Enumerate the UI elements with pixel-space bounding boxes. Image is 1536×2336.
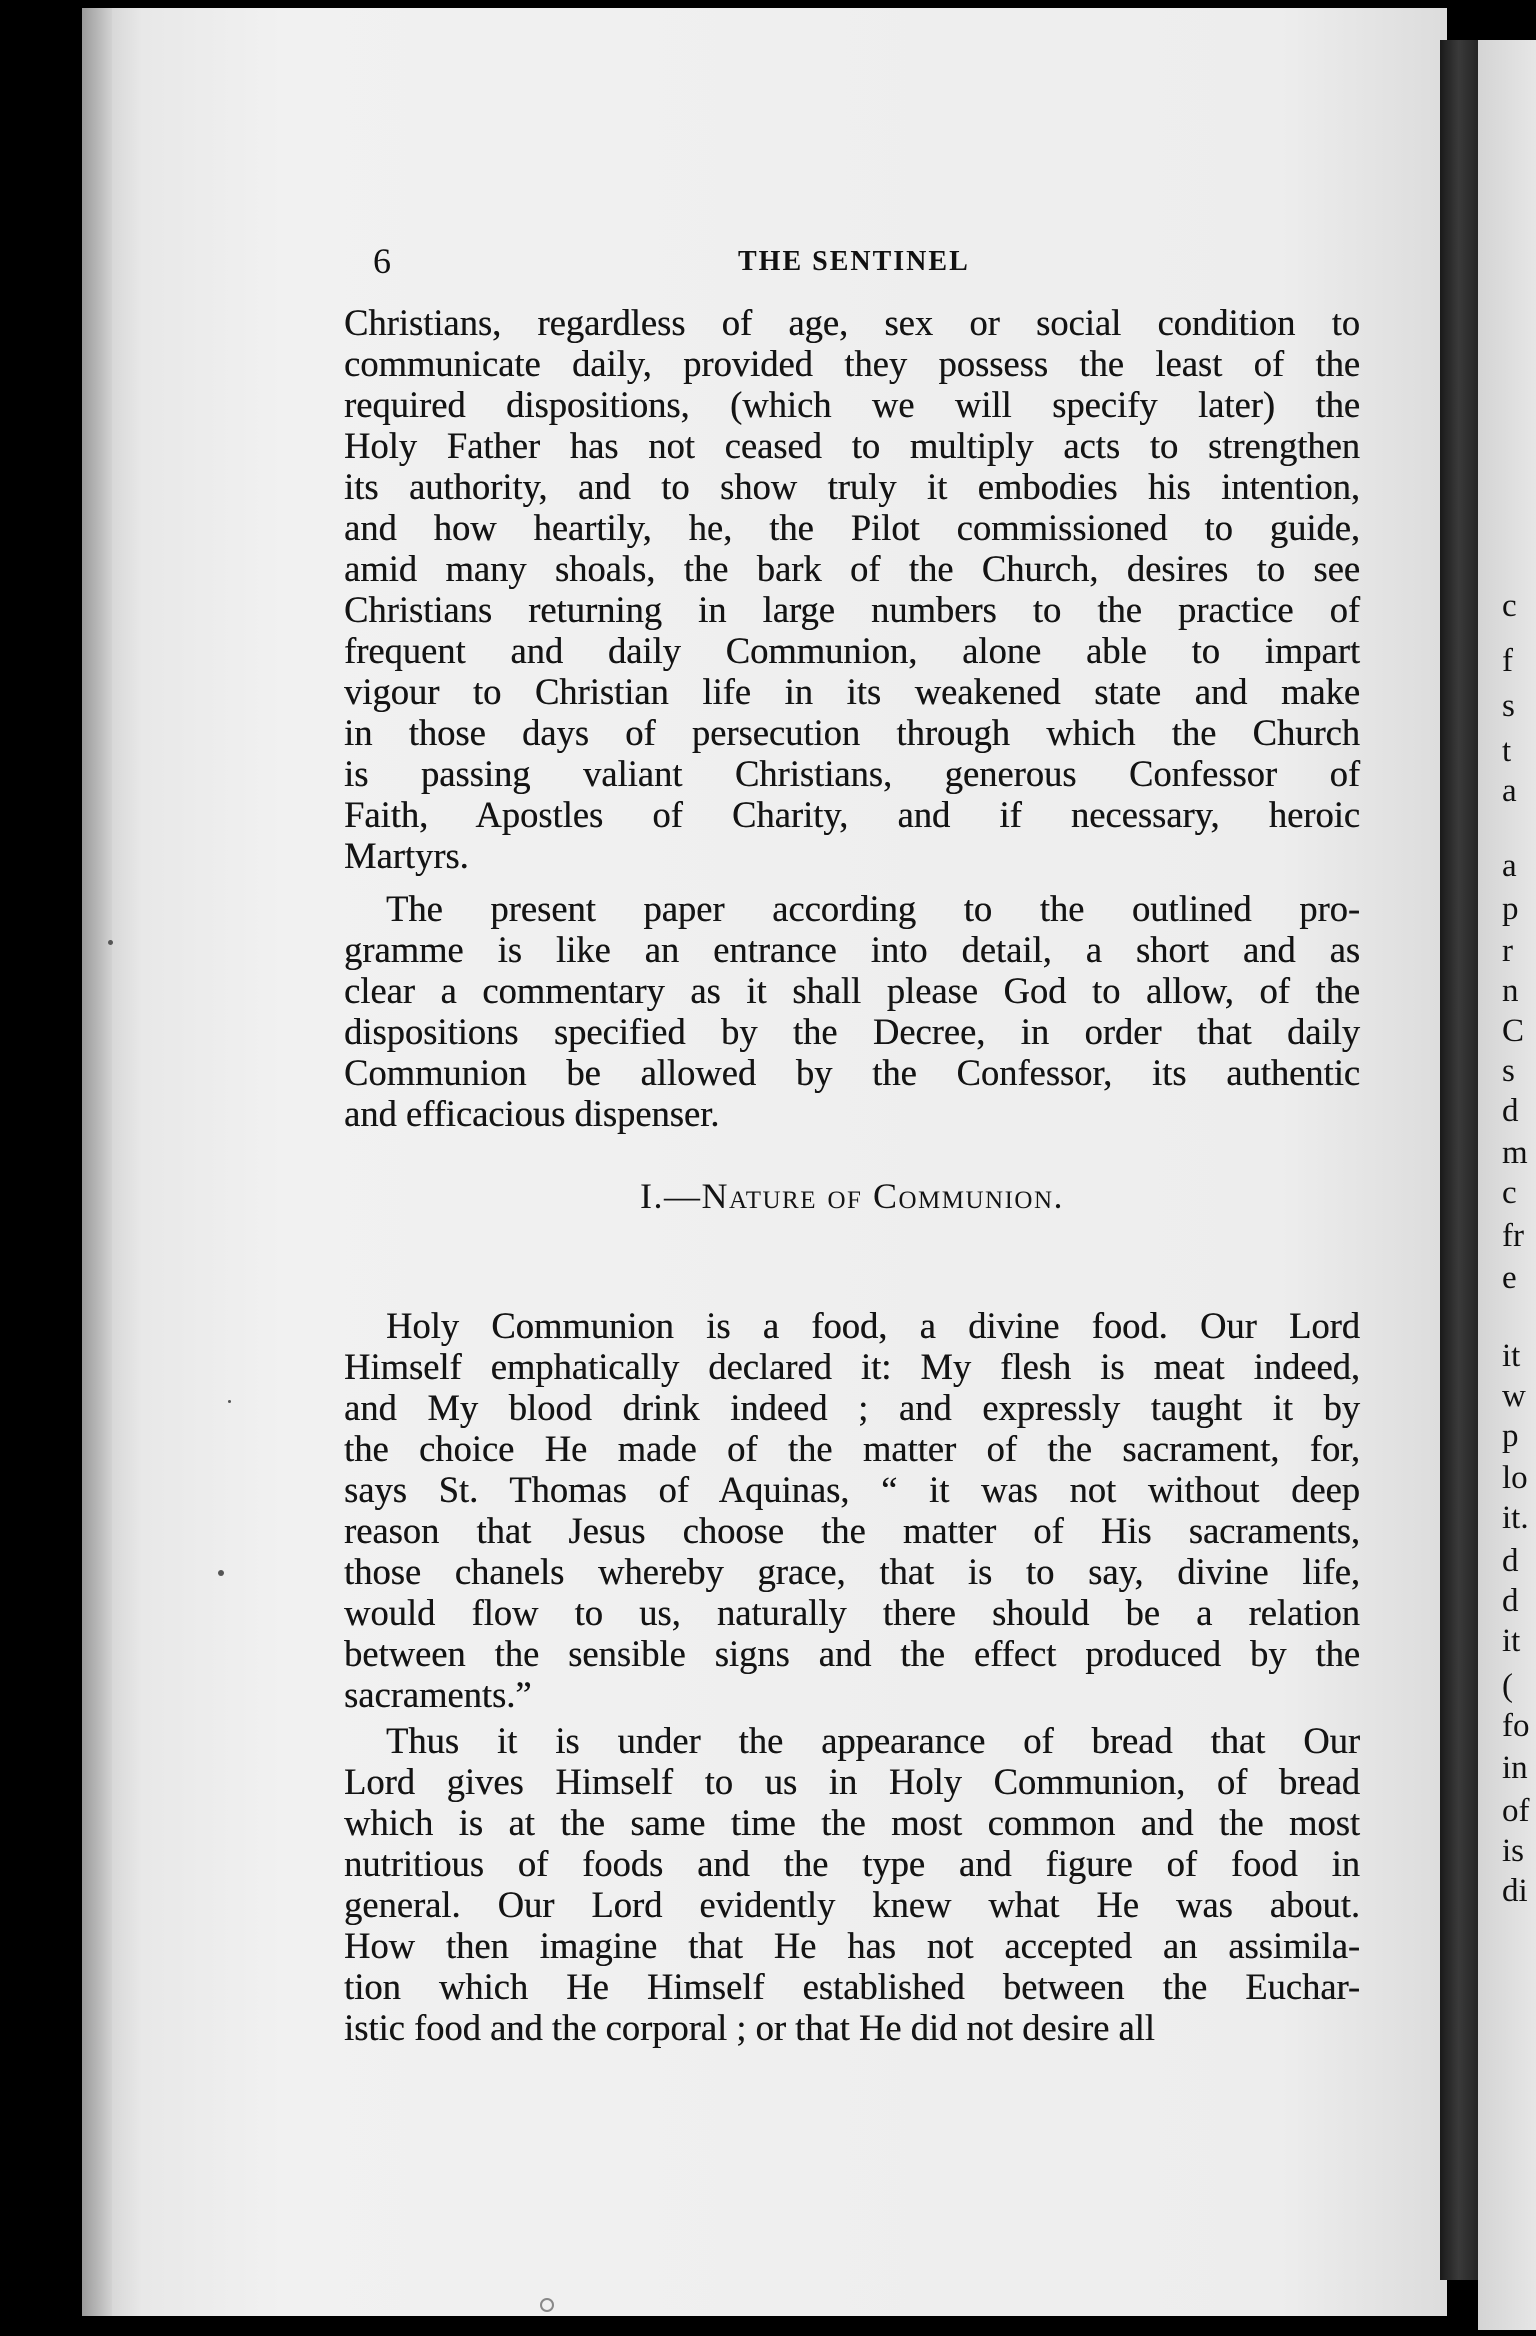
paper-speck: [540, 2298, 554, 2312]
paragraph-4: [344, 1720, 1360, 2048]
text-line: amid many shoals, the bark of the Church, desires to see: [344, 548, 1360, 589]
facing-page-fragment: it: [1502, 1623, 1521, 1659]
text-line: required dispositions, (which we will specify later) the: [344, 384, 1360, 425]
text-line: dispositions specified by the Decree, in order that daily: [344, 1011, 1360, 1052]
text-line: nutritious of foods and the type and figure of food in: [344, 1843, 1360, 1884]
facing-page-fragment: r: [1502, 933, 1513, 969]
text-line: Lord gives Himself to us in Holy Communion, of bread: [344, 1761, 1360, 1802]
facing-page-fragment: it: [1502, 1338, 1521, 1374]
page-binding-edge: [82, 8, 112, 2316]
facing-page-fragment: a: [1502, 773, 1517, 809]
facing-page-fragment: lo: [1502, 1460, 1528, 1496]
text-line: communicate daily, provided they possess the least of the: [344, 343, 1360, 384]
facing-page-fragment: w: [1502, 1378, 1526, 1414]
facing-page-fragment: fr: [1502, 1218, 1524, 1254]
section-heading: I.—Nature of Communion.: [639, 1176, 1065, 1216]
facing-page-fragment: s: [1502, 688, 1515, 724]
text-line: Martyrs.: [344, 835, 469, 876]
text-line: clear a commentary as it shall please God to allow, of the: [344, 970, 1360, 1011]
text-line: its authority, and to show truly it embodies his intention,: [344, 466, 1360, 507]
text-line: Christians, regardless of age, sex or social condition to: [344, 302, 1360, 343]
paragraph-3: [344, 1305, 1360, 1715]
text-line: frequent and daily Communion, alone able to impart: [344, 630, 1360, 671]
text-line: Thus it is under the appearance of bread that Our: [386, 1720, 1360, 1761]
facing-page-fragment: a: [1502, 848, 1517, 884]
text-line: Himself emphatically declared it: My flesh is meat indeed,: [344, 1346, 1360, 1387]
text-line: and how heartily, he, the Pilot commissioned to guide,: [344, 507, 1360, 548]
text-line: sacraments.”: [344, 1674, 532, 1715]
text-line: which is at the same time the most common and the most: [344, 1802, 1360, 1843]
text-line: reason that Jesus choose the matter of His sacraments,: [344, 1510, 1360, 1551]
facing-page-fragment: in: [1502, 1750, 1528, 1786]
text-line: How then imagine that He has not accepted an assimila-: [344, 1925, 1360, 1966]
facing-page-fragment: (: [1502, 1668, 1513, 1704]
text-line: Holy Father has not ceased to multiply acts to strengthen: [344, 425, 1360, 466]
text-line: in those days of persecution through which the Church: [344, 712, 1360, 753]
text-line: Holy Communion is a food, a divine food. Our Lord: [386, 1305, 1360, 1346]
text-line: Christians returning in large numbers to the practice of: [344, 589, 1360, 630]
text-line: tion which He Himself established between the Euchar-: [344, 1966, 1360, 2007]
facing-page-fragment: of: [1502, 1793, 1530, 1829]
facing-page-fragment: it.: [1502, 1500, 1529, 1536]
text-line: gramme is like an entrance into detail, a short and as: [344, 929, 1360, 970]
text-line: those chanels whereby grace, that is to say, divine life,: [344, 1551, 1360, 1592]
page-number: 6: [373, 241, 391, 281]
paper-speck: [228, 1400, 231, 1403]
facing-page-edge: [1478, 40, 1536, 2330]
paragraph-2: [344, 888, 1360, 1134]
facing-page-fragment: n: [1502, 973, 1519, 1009]
facing-page-fragment: is: [1502, 1833, 1525, 1869]
text-line: istic food and the corporal ; or that He did not desire all: [344, 2007, 1155, 2048]
facing-page-fragment: di: [1502, 1873, 1528, 1909]
paper-speck: [108, 940, 113, 945]
facing-page-fragment: C: [1502, 1013, 1525, 1049]
running-title: THE SENTINEL: [738, 246, 970, 277]
facing-page-fragment: d: [1502, 1543, 1519, 1579]
paper-speck: [218, 1570, 224, 1576]
page-header: [373, 240, 1373, 280]
facing-page-fragment: c: [1502, 1175, 1517, 1211]
text-line: is passing valiant Christians, generous Confessor of: [344, 753, 1360, 794]
facing-page-fragment: s: [1502, 1053, 1515, 1089]
facing-page-fragment: e: [1502, 1260, 1517, 1296]
text-line: Communion be allowed by the Confessor, its authentic: [344, 1052, 1360, 1093]
facing-page-fragment: fo: [1502, 1708, 1530, 1744]
facing-page-fragment: t: [1502, 733, 1512, 769]
facing-page-fragment: d: [1502, 1093, 1519, 1129]
text-line: The present paper according to the outlined pro-: [386, 888, 1360, 929]
text-line: and My blood drink indeed ; and expressly taught it by: [344, 1387, 1360, 1428]
facing-page-fragment: p: [1502, 891, 1519, 927]
text-line: would flow to us, naturally there should be a relation: [344, 1592, 1360, 1633]
facing-page-fragment: f: [1502, 643, 1513, 679]
text-line: Faith, Apostles of Charity, and if necessary, heroic: [344, 794, 1360, 835]
facing-page-fragment: m: [1502, 1135, 1528, 1171]
text-line: and efficacious dispenser.: [344, 1093, 720, 1134]
text-line: between the sensible signs and the effect produced by the: [344, 1633, 1360, 1674]
paragraph-1: [344, 302, 1360, 876]
text-line: the choice He made of the matter of the sacrament, for,: [344, 1428, 1360, 1469]
facing-page-fragment: p: [1502, 1418, 1519, 1454]
facing-page-fragment: d: [1502, 1583, 1519, 1619]
text-line: says St. Thomas of Aquinas, “ it was not without deep: [344, 1469, 1360, 1510]
text-line: general. Our Lord evidently knew what He was about.: [344, 1884, 1360, 1925]
text-line: vigour to Christian life in its weakened state and make: [344, 671, 1360, 712]
facing-page-fragment: c: [1502, 588, 1517, 624]
